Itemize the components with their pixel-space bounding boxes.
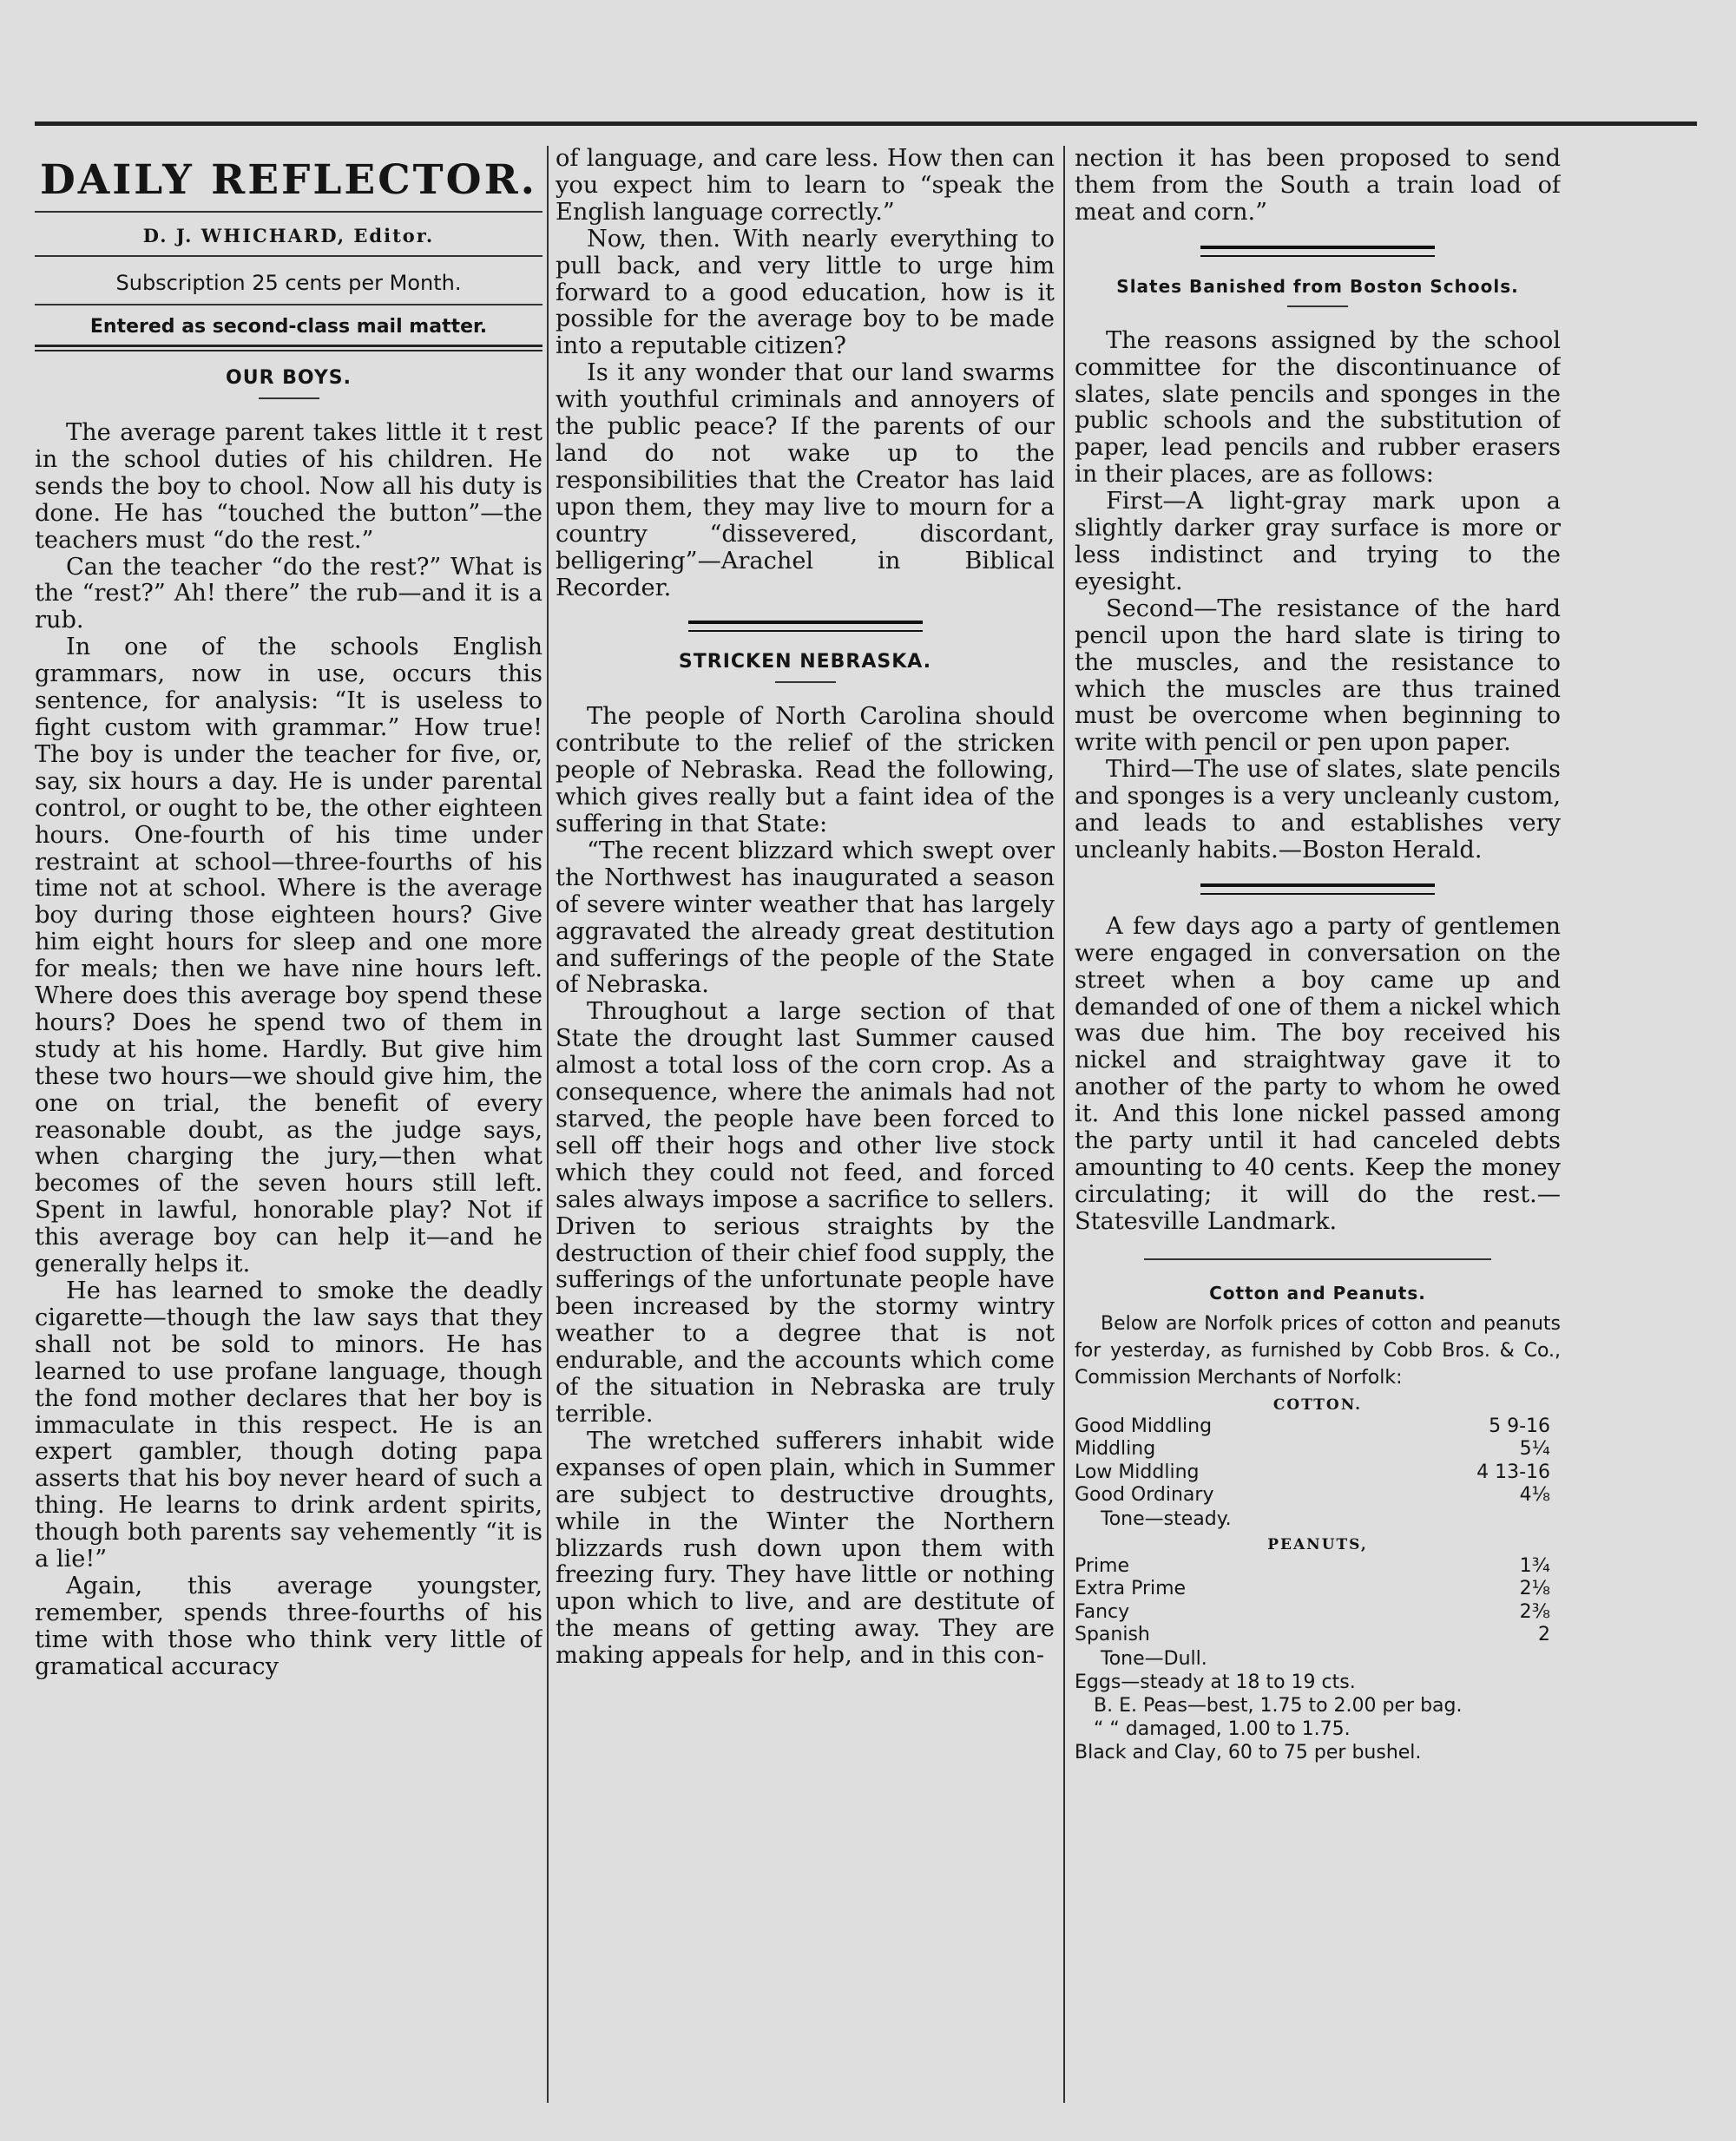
article-paragraph: The people of North Carolina should contribute to the relief of the stricken people of Nebraska. Read the following, which gives really but a faint idea of the suffering in that State:	[556, 703, 1055, 838]
article-paragraph: The wretched sufferers inhabit wide expanses of open plain, which in Summer are subject to destructive droughts, while in the Winter the Northern blizzards rush down upon them with freezing fury. They have little or nothing upon which to live, and are destitute of the means of getting away. They are making appeals for help, and in this con-	[556, 1427, 1055, 1670]
article-separator	[688, 621, 923, 632]
market-intro: Below are Norfolk prices of cotton and peanuts for yesterday, as furnished by Cobb Bros. & Co., Commission Merchants of Norfolk:	[1075, 1312, 1561, 1389]
be-peas-line: B. E. Peas—best, 1.75 to 2.00 per bag.	[1094, 1694, 1463, 1717]
headline-rule	[775, 681, 836, 683]
column-1	[35, 146, 542, 2107]
grade-name: Good Ordinary	[1075, 1484, 1214, 1507]
table-row	[1075, 1438, 1561, 1461]
column-divider	[1063, 146, 1065, 2103]
editor-line: D. J. WHICHARD, Editor.	[142, 225, 435, 246]
article-paragraph: He has learned to smoke the deadly cigarette—though the law says that they shall not be sold to minors. He has learned to use profane language, though the fond mother declares that her boy is immaculate in this respect. He is an expert gambler, though doting papa asserts that his boy never heard of such a thing. He learns to drink ardent spirits, though both parents say vehemently “it is a lie!”	[35, 1277, 542, 1573]
article-paragraph: The average parent takes little it t rest in the school duties of his children. He sends the boy to chool. Now all his duty is done. He has “touched the button”—the teachers must “do the rest.”	[35, 419, 542, 554]
top-rule	[35, 121, 1697, 126]
column-3	[1075, 146, 1561, 2107]
masthead-rule	[35, 211, 542, 213]
article-paragraph: The reasons assigned by the school committee for the discontinuance of slates, slate pencils and sponges in the public schools and the substitution of paper, lead pencils and rubber erasers in their places, are as follows:	[1075, 326, 1561, 489]
article-separator	[1200, 883, 1435, 895]
article-paragraph: Is it any wonder that our land swarms with youthful criminals and annoyers of the public peace? If the parents of our land do not wake up to the responsibilities that the Creator has laid upon them, they may live to mourn for a country “dissevered, discordant, belligering”—Arachel in Biblical Recorder.	[556, 359, 1055, 601]
masthead-double-rule	[35, 345, 542, 351]
table-row	[1075, 1415, 1561, 1439]
grade-name: Low Middling	[1075, 1461, 1200, 1483]
headline-stricken-nebraska: STRICKEN NEBRASKA.	[678, 651, 932, 673]
headline-cotton-peanuts: Cotton and Peanuts.	[1209, 1282, 1426, 1304]
subscription-line: Subscription 25 cents per Month.	[115, 271, 462, 295]
column-divider	[547, 146, 549, 2103]
article-paragraph: Can the teacher “do the rest?” What is the “rest?” Ah! there” the rub—and it is a rub.	[35, 553, 542, 634]
article-paragraph: “The recent blizzard which swept over the Northwest has inaugurated a season of severe winter weather that has largely aggravated the already great destitution and sufferings of the people of the State of Nebraska.	[556, 837, 1055, 999]
article-paragraph: First—A light-gray mark upon a slightly darker gray surface is more or less indistinct and trying to the eyesight.	[1075, 488, 1561, 595]
headline-rule	[259, 397, 319, 399]
cotton-table	[1075, 1415, 1561, 1507]
table-row	[1075, 1578, 1561, 1601]
entered-line: Entered as second-class mail matter.	[89, 316, 488, 338]
article-separator	[1144, 1258, 1491, 1260]
article-paragraph: Third—The use of slates, slate pencils and sponges is a very uncleanly custom, and leads to and establishes very uncleanly habits.—Boston Herald.	[1075, 756, 1561, 864]
article-paragraph: nection it has been proposed to send them from the South a train load of meat and corn.”	[1075, 146, 1561, 226]
grade-price: 4 13-16	[1476, 1461, 1550, 1483]
cotton-tone: Tone—steady.	[1101, 1507, 1232, 1530]
be-peas-damaged-line: “ “ damaged, 1.00 to 1.75.	[1094, 1717, 1351, 1740]
grade-price: 1¾	[1519, 1554, 1550, 1577]
headline-rule	[1287, 305, 1348, 307]
peanuts-tone: Tone—Dull.	[1101, 1647, 1207, 1670]
table-row	[1075, 1461, 1561, 1485]
table-row	[1075, 1555, 1561, 1579]
table-row	[1075, 1601, 1561, 1625]
black-clay-line: Black and Clay, 60 to 75 per bushel.	[1075, 1741, 1422, 1763]
table-row	[1075, 1624, 1561, 1647]
article-paragraph: Now, then. With nearly everything to pull back, and very little to urge him forward to a good education, how is it possible for the average boy to be made into a reputable citizen?	[556, 225, 1055, 360]
peanuts-label: PEANUTS,	[1267, 1535, 1368, 1553]
grade-name: Fancy	[1075, 1600, 1130, 1623]
headline-slates: Slates Banished from Boston Schools.	[1116, 275, 1519, 297]
article-separator	[1200, 246, 1435, 257]
grade-name: Middling	[1075, 1438, 1156, 1461]
grade-name: Prime	[1075, 1554, 1130, 1577]
headline-our-boys: OUR BOYS.	[226, 367, 352, 389]
grade-price: 2⅛	[1519, 1578, 1550, 1600]
grade-price: 4⅛	[1519, 1484, 1550, 1507]
eggs-line: Eggs—steady at 18 to 19 cts.	[1075, 1671, 1356, 1693]
article-paragraph: Second—The resistance of the hard pencil upon the hard slate is tiring to the muscles, and the resistance to which the muscles are thus trained must be overcome when beginning to write with pencil or pen upon paper.	[1075, 594, 1561, 757]
grade-price: 2	[1538, 1624, 1550, 1646]
editor-rule	[35, 255, 542, 257]
article-paragraph: In one of the schools English grammars, now in use, occurs this sentence, for analysis: “It is useless to fight custom with grammar.” How true! The boy is under the teacher for five, or, say, six hours a day. He is under parental control, or ought to be, the other eighteen hours. One-fourth of his time under restraint at school—three-fourths of his time not at school. Where is the average boy during those eighteen hours? Give him eight hours for sleep and one more for meals; then we have nine hours left. Where does this average boy spend these hours? Does he spend two of them in study at his home. Hardly. But give him these two hours—we should give him, the one on trial, the benefit of every reasonable doubt, as the judge says, when charging the jury,—then what becomes of the seven hours still left. Spent in lawful, honorable play? Not if this average boy can help it—and he generally helps it.	[35, 634, 542, 1278]
article-paragraph: Throughout a large section of that State the drought last Summer caused almost a total loss of the corn crop. As a consequence, where the animals had not starved, the people have been forced to sell off their hogs and other live stock which they could not feed, and forced sales always impose a sacrifice to sellers. Driven to serious straights by the destruction of their chief food supply, the sufferings of the unfortunate people have been increased by the stormy wintry weather to a degree that is not endurable, and the accounts which come of the situation in Nebraska are truly terrible.	[556, 998, 1055, 1428]
peanuts-table	[1075, 1555, 1561, 1647]
article-paragraph: A few days ago a party of gentlemen were engaged in conversation on the street when a boy came up and demanded of one of them a nickel which was due him. The boy received his nickel and straightway gave it to another of the party to whom he owed it. And this lone nickel passed among the party until it had canceled debts amounting to 40 cents. Keep the money circulating; it will do the rest.—Statesville Landmark.	[1075, 912, 1561, 1235]
masthead-title: DAILY REFLECTOR.	[39, 156, 538, 204]
grade-price: 5¼	[1519, 1438, 1550, 1461]
grade-name: Good Middling	[1075, 1415, 1213, 1437]
grade-name: Spanish	[1075, 1624, 1150, 1646]
grade-price: 2⅜	[1519, 1600, 1550, 1623]
subscription-rule	[35, 304, 542, 305]
column-2	[556, 146, 1055, 2107]
table-row	[1075, 1484, 1561, 1507]
grade-price: 5 9-16	[1489, 1415, 1550, 1437]
grade-name: Extra Prime	[1075, 1578, 1187, 1600]
article-paragraph: of language, and care less. How then can you expect him to learn to “speak the English language correctly.”	[556, 146, 1055, 226]
cotton-label: COTTON.	[1272, 1396, 1363, 1414]
article-paragraph: Again, this average youngster, remember, spends three-fourths of his time with those who think very little of gramatical accuracy	[35, 1572, 542, 1680]
